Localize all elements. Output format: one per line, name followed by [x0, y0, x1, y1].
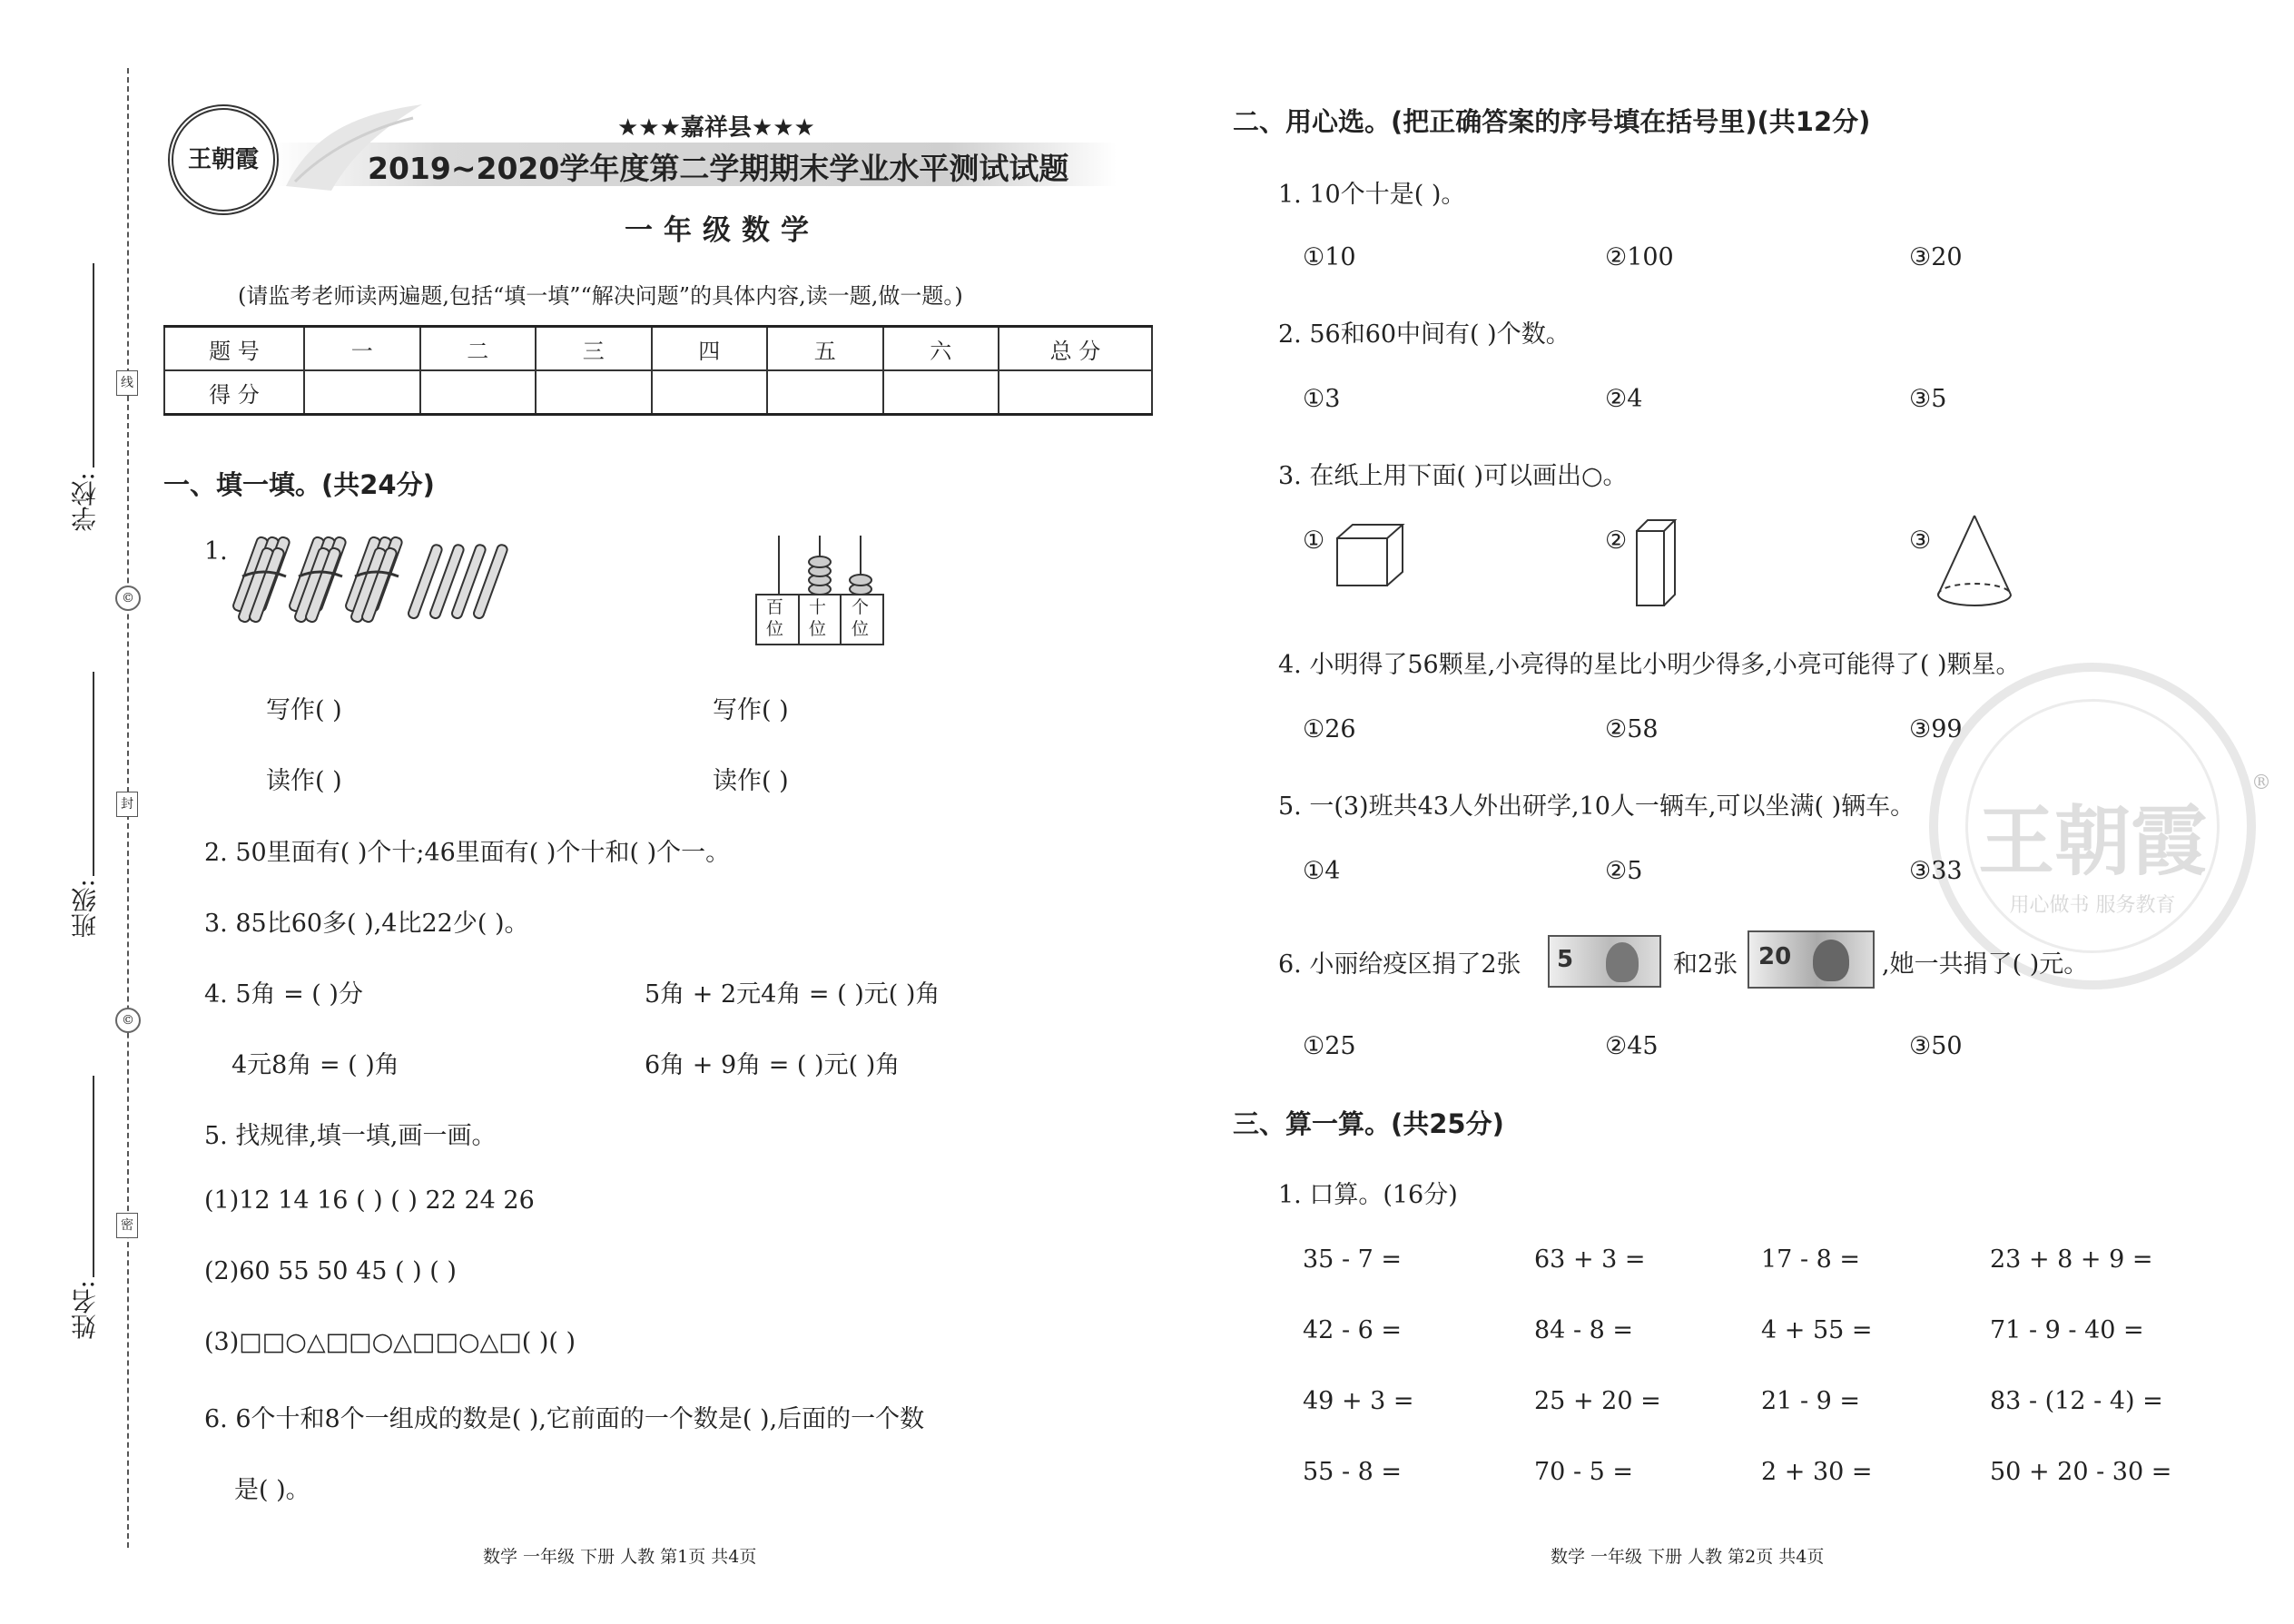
q3-text[interactable]: 3. 85比60多( ),4比22少( )。: [204, 910, 529, 938]
q5-text: 5. 找规律,填一填,画一画。: [204, 1122, 497, 1150]
score-entry-cell[interactable]: [999, 370, 1152, 415]
score-table-cell: 一: [304, 327, 420, 371]
q5-sub3[interactable]: (3)□□○△□□○△□□○△□( )( ): [204, 1328, 576, 1356]
watermark-registered-mark: ®: [2251, 772, 2271, 794]
twenty-yuan-bill-icon: [1748, 930, 1875, 989]
section2-title: 二、用心选。(把正确答案的序号填在括号里)(共12分): [1233, 106, 1871, 137]
calc-item[interactable]: 70 - 5 =: [1534, 1458, 1634, 1486]
q1-number: 1.: [204, 537, 228, 566]
calc-item[interactable]: 17 - 8 =: [1761, 1245, 1861, 1274]
section1-title: 一、填一填。(共24分): [163, 469, 435, 500]
s2-q2-option[interactable]: ②4: [1605, 385, 1643, 413]
s2-q5-text[interactable]: 5. 一(3)班共43人外出研学,10人一辆车,可以坐满( )辆车。: [1278, 792, 1915, 821]
calc-item[interactable]: 25 + 20 =: [1534, 1387, 1661, 1415]
s2-q5-option[interactable]: ②5: [1605, 857, 1643, 885]
subject-title: 一年级数学: [625, 214, 820, 247]
score-table-header-row: [164, 327, 1152, 371]
abacus-label: 个位: [852, 597, 870, 639]
calc-item[interactable]: 23 + 8 + 9 =: [1990, 1245, 2153, 1274]
score-entry-cell[interactable]: [304, 370, 420, 415]
q4-part-d[interactable]: 6角 + 9角 = ( )元( )角: [645, 1051, 901, 1079]
s2-q6-option[interactable]: ①25: [1303, 1032, 1356, 1060]
score-table-cell: 六: [883, 327, 999, 371]
score-table-cell: 得 分: [164, 370, 304, 415]
calc-item[interactable]: 55 - 8 =: [1303, 1458, 1403, 1486]
q1-read-right[interactable]: 读作( ): [713, 767, 789, 795]
calc-item[interactable]: 84 - 8 =: [1534, 1316, 1634, 1344]
footer-right: 数学 一年级 下册 人教 第2页 共4页: [1551, 1547, 1825, 1567]
exam-instruction: (请监考老师读两遍题,包括“填一填”“解决问题”的具体内容,读一题,做一题。): [238, 283, 963, 309]
calc-item[interactable]: 71 - 9 - 40 =: [1990, 1316, 2144, 1344]
class-blank-line[interactable]: [93, 672, 94, 876]
score-table-cell: 四: [652, 327, 768, 371]
s2-q6-text-b: 和2张: [1673, 950, 1738, 979]
q1-write-left[interactable]: 写作( ): [266, 696, 342, 724]
s2-q2-text[interactable]: 2. 56和60中间有( )个数。: [1278, 320, 1570, 349]
binding-mark-mi: 密: [116, 1213, 138, 1238]
q5-sub1[interactable]: (1)12 14 16 ( ) ( ) 22 24 26: [204, 1186, 535, 1215]
name-label: 姓名:: [70, 1280, 100, 1340]
score-entry-cell[interactable]: [420, 370, 537, 415]
score-entry-cell[interactable]: [883, 370, 999, 415]
s2-q1-option[interactable]: ①10: [1303, 243, 1356, 271]
binding-mark-xian: 线: [116, 370, 138, 396]
q5-sub2[interactable]: (2)60 55 50 45 ( ) ( ): [204, 1257, 457, 1285]
q6-text-a[interactable]: 6. 6个十和8个一组成的数是( ),它前面的一个数是( ),后面的一个数: [204, 1405, 925, 1433]
calc-item[interactable]: 4 + 55 =: [1761, 1316, 1873, 1344]
score-table-cell: 三: [536, 327, 652, 371]
watermark-brand: 王朝霞: [1977, 796, 2207, 886]
q1-write-right[interactable]: 写作( ): [713, 696, 789, 724]
portrait-icon: [1813, 940, 1849, 981]
calc-item[interactable]: 49 + 3 =: [1303, 1387, 1414, 1415]
s2-q5-option[interactable]: ①4: [1303, 857, 1341, 885]
s2-q6-option[interactable]: ③50: [1909, 1032, 1963, 1060]
score-entry-cell[interactable]: [536, 370, 652, 415]
score-table-cell: 题 号: [164, 327, 304, 371]
publisher-logo: 王朝霞: [168, 104, 279, 215]
calc-item[interactable]: 21 - 9 =: [1761, 1387, 1861, 1415]
q2-text[interactable]: 2. 50里面有( )个十;46里面有( )个十和( )个一。: [204, 839, 731, 867]
score-table-cell: 二: [420, 327, 537, 371]
score-table-score-row: [164, 370, 1152, 415]
s2-q4-option[interactable]: ①26: [1303, 715, 1356, 743]
class-label: 班级:: [70, 879, 100, 939]
cuboid-icon: [1634, 517, 1679, 608]
name-blank-line[interactable]: [93, 1076, 94, 1277]
footer-left: 数学 一年级 下册 人教 第1页 共4页: [483, 1547, 757, 1567]
s2-q5-option[interactable]: ③33: [1909, 857, 1963, 885]
s2-q4-text[interactable]: 4. 小明得了56颗星,小亮得的星比小明少得多,小亮可能得了( )颗星。: [1278, 651, 2021, 679]
calc-item[interactable]: 83 - (12 - 4) =: [1990, 1387, 2163, 1415]
cube-icon: [1334, 522, 1407, 590]
school-blank-line[interactable]: [93, 263, 94, 468]
s2-q2-option[interactable]: ①3: [1303, 385, 1341, 413]
q4-part-c[interactable]: 4元8角 = ( )角: [231, 1051, 399, 1079]
score-table-cell: 五: [767, 327, 883, 371]
five-yuan-bill-icon: [1548, 935, 1661, 988]
s2-q6-option[interactable]: ②45: [1605, 1032, 1659, 1060]
q4-part-a[interactable]: 4. 5角 = ( )分: [204, 980, 363, 1009]
bill-value: 20: [1758, 943, 1792, 970]
s2-q4-option[interactable]: ②58: [1605, 715, 1659, 743]
abacus-label: 十位: [809, 597, 827, 639]
abacus-label: 百位: [766, 597, 784, 639]
s2-q1-text[interactable]: 1. 10个十是( )。: [1278, 181, 1466, 209]
score-table-cell: 总 分: [999, 327, 1152, 371]
exam-title: 2019~2020学年度第二学期期末学业水平测试试题: [368, 151, 1069, 186]
s2-q1-option[interactable]: ③20: [1909, 243, 1963, 271]
watermark-slogan: 用心做书 服务教育: [2009, 894, 2176, 917]
s2-q1-option[interactable]: ②100: [1605, 243, 1674, 271]
s2-q2-option[interactable]: ③5: [1909, 385, 1947, 413]
s3-sub-title: 1. 口算。(16分): [1278, 1181, 1458, 1209]
portrait-icon: [1606, 942, 1639, 982]
q4-part-b[interactable]: 5角 + 2元4角 = ( )元( )角: [645, 980, 940, 1009]
s2-q3-option[interactable]: ③: [1909, 527, 1932, 555]
calc-item[interactable]: 50 + 20 - 30 =: [1990, 1458, 2172, 1486]
score-entry-cell[interactable]: [767, 370, 883, 415]
binding-mark-feng: 封: [116, 792, 138, 817]
s2-q6-text-a: 6. 小丽给疫区捐了2张: [1278, 950, 1521, 979]
calc-item[interactable]: 2 + 30 =: [1761, 1458, 1873, 1486]
binding-hole-icon: ©: [115, 1008, 141, 1033]
q6-text-b[interactable]: 是( )。: [234, 1476, 310, 1504]
section3-title: 三、算一算。(共25分): [1233, 1108, 1504, 1139]
score-table: [163, 325, 1153, 416]
s2-q4-option[interactable]: ③99: [1909, 715, 1963, 743]
cone-icon: [1934, 513, 2015, 613]
school-label: 学校:: [70, 472, 100, 532]
calc-item[interactable]: 35 - 7 =: [1303, 1245, 1403, 1274]
q1-read-left[interactable]: 读作( ): [266, 767, 342, 795]
bill-value: 5: [1557, 946, 1574, 973]
binding-hole-icon: ©: [115, 586, 141, 611]
calc-item[interactable]: 63 + 3 =: [1534, 1245, 1646, 1274]
county-title: ★★★嘉祥县★★★: [617, 114, 815, 142]
s2-q3-text[interactable]: 3. 在纸上用下面( )可以画出○。: [1278, 462, 1628, 490]
s2-q3-option[interactable]: ②: [1605, 527, 1628, 555]
s2-q3-option[interactable]: ①: [1303, 527, 1325, 555]
stick-bundles-illustration: [231, 536, 522, 631]
calc-item[interactable]: 42 - 6 =: [1303, 1316, 1403, 1344]
score-entry-cell[interactable]: [652, 370, 768, 415]
s2-q6-text-c[interactable]: ,她一共捐了( )元。: [1882, 950, 2089, 979]
